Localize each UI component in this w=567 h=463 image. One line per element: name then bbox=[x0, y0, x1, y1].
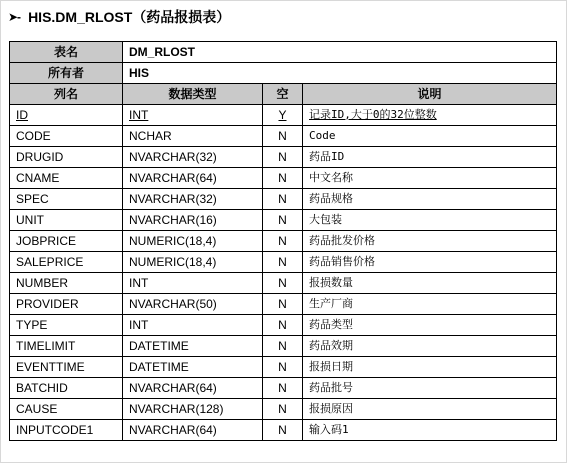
column-name-cell: CNAME bbox=[10, 168, 123, 189]
nullable-cell: N bbox=[263, 315, 303, 336]
data-type-cell: NVARCHAR(16) bbox=[123, 210, 263, 231]
data-type-cell: DATETIME bbox=[123, 336, 263, 357]
section-heading bbox=[8, 6, 230, 28]
description-cell: 药品ID bbox=[303, 147, 557, 168]
owner-label: 所有者 bbox=[10, 63, 123, 84]
nullable-cell: Y bbox=[263, 105, 303, 126]
table-row bbox=[10, 105, 557, 126]
column-header-description: 说明 bbox=[303, 84, 557, 105]
table-row bbox=[10, 315, 557, 336]
table-row bbox=[10, 420, 557, 441]
table-row bbox=[10, 378, 557, 399]
data-type-cell: DATETIME bbox=[123, 357, 263, 378]
column-name-cell: TYPE bbox=[10, 315, 123, 336]
table-row bbox=[10, 294, 557, 315]
nullable-cell: N bbox=[263, 252, 303, 273]
data-type-cell: NUMERIC(18,4) bbox=[123, 252, 263, 273]
description-cell: 记录ID,大于0的32位整数 bbox=[303, 105, 557, 126]
data-type-cell: NVARCHAR(50) bbox=[123, 294, 263, 315]
data-type-cell: NVARCHAR(64) bbox=[123, 378, 263, 399]
column-name-cell: ID bbox=[10, 105, 123, 126]
description-cell: 报损原因 bbox=[303, 399, 557, 420]
column-name-cell: BATCHID bbox=[10, 378, 123, 399]
table-row bbox=[10, 210, 557, 231]
data-type-cell: INT bbox=[123, 273, 263, 294]
data-type-cell: NVARCHAR(32) bbox=[123, 147, 263, 168]
column-name-cell: DRUGID bbox=[10, 147, 123, 168]
column-name-cell: EVENTTIME bbox=[10, 357, 123, 378]
table-row bbox=[10, 336, 557, 357]
data-type-cell: NVARCHAR(64) bbox=[123, 420, 263, 441]
nullable-cell: N bbox=[263, 189, 303, 210]
nullable-cell: N bbox=[263, 210, 303, 231]
column-name-cell: PROVIDER bbox=[10, 294, 123, 315]
nullable-cell: N bbox=[263, 168, 303, 189]
description-cell: 药品批号 bbox=[303, 378, 557, 399]
data-type-cell: INT bbox=[123, 105, 263, 126]
nullable-cell: N bbox=[263, 420, 303, 441]
column-name-cell: NUMBER bbox=[10, 273, 123, 294]
description-cell: 药品效期 bbox=[303, 336, 557, 357]
column-header-row bbox=[10, 84, 557, 105]
heading-description: （药品报损表） bbox=[132, 10, 231, 26]
nullable-cell: N bbox=[263, 126, 303, 147]
column-name-cell: INPUTCODE1 bbox=[10, 420, 123, 441]
description-cell: 大包装 bbox=[303, 210, 557, 231]
table-row bbox=[10, 399, 557, 420]
description-cell: 药品批发价格 bbox=[303, 231, 557, 252]
column-name-cell: CODE bbox=[10, 126, 123, 147]
column-name-cell: JOBPRICE bbox=[10, 231, 123, 252]
column-name-cell: SALEPRICE bbox=[10, 252, 123, 273]
description-cell: 药品销售价格 bbox=[303, 252, 557, 273]
table-row bbox=[10, 189, 557, 210]
table-name-value: DM_RLOST bbox=[123, 42, 557, 63]
description-cell: Code bbox=[303, 126, 557, 147]
column-header-name: 列名 bbox=[10, 84, 123, 105]
column-name-cell: CAUSE bbox=[10, 399, 123, 420]
nullable-cell: N bbox=[263, 357, 303, 378]
schema-table bbox=[9, 41, 557, 441]
nullable-cell: N bbox=[263, 294, 303, 315]
description-cell: 中文名称 bbox=[303, 168, 557, 189]
data-type-cell: INT bbox=[123, 315, 263, 336]
data-type-cell: NVARCHAR(64) bbox=[123, 168, 263, 189]
data-type-cell: NVARCHAR(128) bbox=[123, 399, 263, 420]
description-cell: 药品规格 bbox=[303, 189, 557, 210]
description-cell: 输入码1 bbox=[303, 420, 557, 441]
nullable-cell: N bbox=[263, 147, 303, 168]
column-name-cell: SPEC bbox=[10, 189, 123, 210]
owner-row bbox=[10, 63, 557, 84]
description-cell: 生产厂商 bbox=[303, 294, 557, 315]
table-row bbox=[10, 231, 557, 252]
column-header-type: 数据类型 bbox=[123, 84, 263, 105]
table-row bbox=[10, 252, 557, 273]
data-type-cell: NCHAR bbox=[123, 126, 263, 147]
table-row bbox=[10, 126, 557, 147]
owner-value: HIS bbox=[123, 63, 557, 84]
data-type-cell: NVARCHAR(32) bbox=[123, 189, 263, 210]
nullable-cell: N bbox=[263, 399, 303, 420]
nullable-cell: N bbox=[263, 231, 303, 252]
table-name-label: 表名 bbox=[10, 42, 123, 63]
table-row bbox=[10, 168, 557, 189]
table-row bbox=[10, 147, 557, 168]
data-type-cell: NUMERIC(18,4) bbox=[123, 231, 263, 252]
nullable-cell: N bbox=[263, 336, 303, 357]
description-cell: 报损日期 bbox=[303, 357, 557, 378]
heading-table-name: HIS.DM_RLOST bbox=[28, 9, 133, 25]
description-cell: 报损数量 bbox=[303, 273, 557, 294]
nullable-cell: N bbox=[263, 273, 303, 294]
table-name-row bbox=[10, 42, 557, 63]
column-name-cell: UNIT bbox=[10, 210, 123, 231]
table-row bbox=[10, 357, 557, 378]
table-row bbox=[10, 273, 557, 294]
arrow-bullet-icon: ➤- bbox=[8, 10, 21, 24]
column-header-nullable: 空 bbox=[263, 84, 303, 105]
column-name-cell: TIMELIMIT bbox=[10, 336, 123, 357]
nullable-cell: N bbox=[263, 378, 303, 399]
description-cell: 药品类型 bbox=[303, 315, 557, 336]
